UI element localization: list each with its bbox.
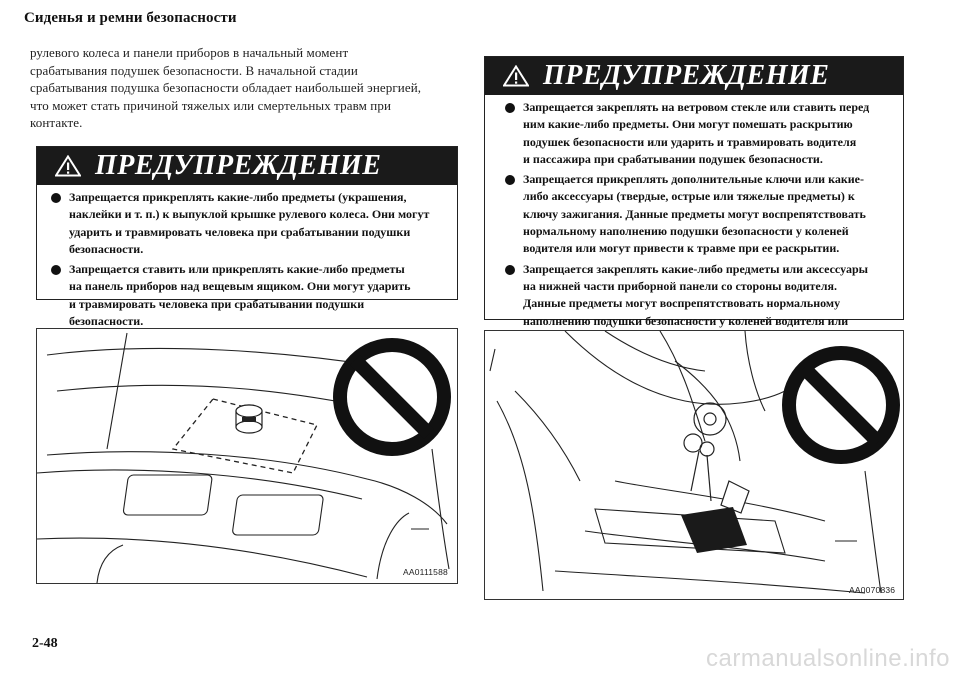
warning-line: на панель приборов над вещевым ящиком. Они могут ударить [69, 279, 411, 294]
warning-title: ПРЕДУПРЕЖДЕНИЕ [543, 60, 830, 91]
warning-line: на нижней части приборной панели со стороны водителя. [523, 278, 837, 293]
warning-title: ПРЕДУПРЕЖДЕНИЕ [95, 150, 382, 181]
page-header-title: Сиденья и ремни безопасности [24, 10, 237, 26]
warning-item [51, 189, 447, 258]
warning-line: Запрещается прикреплять какие-либо предметы (украшения, [69, 190, 407, 204]
warning-line: либо аксессуары (твердые, острые или тяжелые предметы) к [523, 189, 855, 204]
warning-header [485, 57, 903, 95]
warning-item [505, 171, 893, 257]
warning-body [37, 185, 457, 330]
ignition-illustration [485, 331, 903, 599]
warning-line: Запрещается ставить или прикреплять какие-либо предметы [69, 262, 405, 277]
warning-line: Запрещается закреплять на ветровом стекле или ставить перед [523, 100, 870, 114]
warning-line: нормальному наполнению подушки безопасности у коленей [523, 224, 849, 239]
warning-line: безопасности. [69, 314, 144, 329]
no-entry-icon [340, 345, 444, 449]
figure-code: AA0070836 [849, 585, 896, 595]
warning-line: и травмировать человека при срабатывании подушки [69, 296, 365, 311]
watermark: carmanualsonline.info [706, 645, 950, 672]
warning-line: водителя или могут привести к травме при ее раскрытии. [523, 241, 840, 256]
intro-paragraph [30, 44, 450, 132]
no-entry-icon [789, 353, 893, 457]
warning-line: наполнению подушки безопасности у коленей водителя или [523, 313, 849, 328]
warning-line: Запрещается прикреплять дополнительные ключи или какие- [523, 172, 864, 187]
warning-body [485, 95, 903, 347]
warning-header [37, 147, 457, 185]
warning-line: безопасности. [69, 241, 144, 256]
page-number: 2-48 [32, 636, 58, 651]
intro-line: рулевого колеса и панели приборов в начальный момент [30, 45, 349, 60]
warning-line: Запрещается закреплять какие-либо предметы или аксессуары [523, 261, 868, 276]
intro-line: срабатывания подушек безопасности. В начальной стадии [30, 62, 358, 78]
warning-item [505, 99, 893, 168]
figure-code: AA0111588 [403, 567, 448, 577]
warning-item [51, 261, 447, 330]
warning-line: наклейки и т. п.) к выпуклой крышке рулевого колеса. Они могут [69, 207, 430, 222]
dashboard-illustration [37, 329, 457, 583]
warning-line: подушек безопасности или ударить и травмировать водителя [523, 134, 857, 149]
warning-line: и пассажира при срабатывании подушек безопасности. [523, 151, 823, 166]
warning-triangle-icon [55, 155, 81, 177]
warning-box-left [36, 146, 458, 329]
warning-triangle-icon [503, 65, 529, 87]
figure-dashboard [36, 328, 458, 584]
intro-line: контакте. [30, 115, 83, 130]
intro-line: срабатывания подушка безопасности обладает наибольшей энергией, [30, 80, 422, 95]
intro-line: что может стать причиной тяжелых или смертельных травм при [30, 97, 392, 113]
warning-line: ним какие-либо предметы. Они могут помешать раскрытию [523, 117, 853, 132]
warning-box-right [484, 56, 904, 328]
figure-key-ignition [484, 330, 904, 600]
warning-line: Данные предметы могут воспрепятствовать нормальному [523, 296, 841, 311]
warning-line: ключу зажигания. Данные предметы могут воспрепятствовать [523, 206, 866, 221]
warning-line: ударить и травмировать человека при срабатывании подушки [69, 224, 411, 239]
